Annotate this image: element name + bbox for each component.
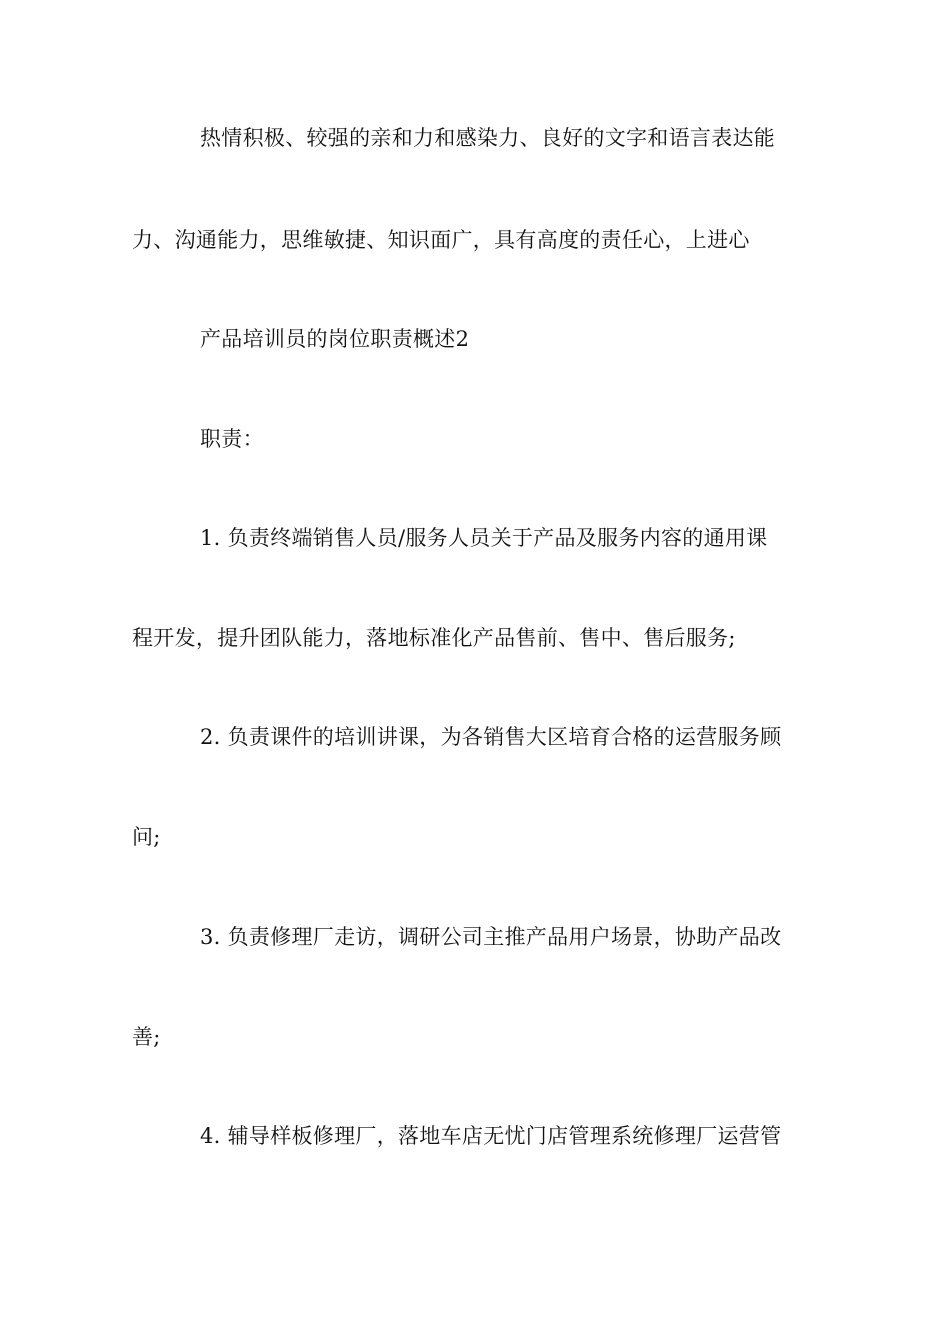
duty-item-3: 3. 负责修理厂走访，调研公司主推产品用户场景，协助产品改 — [200, 925, 782, 949]
duty-item-2: 2. 负责课件的培训讲课，为各销售大区培育合格的运营服务顾 — [200, 725, 782, 749]
duty-item-3-cont: 善; — [132, 1025, 161, 1049]
paragraph-line-1: 热情积极、较强的亲和力和感染力、良好的文字和语言表达能 — [200, 126, 776, 150]
duty-item-1-cont: 程开发，提升团队能力，落地标准化产品售前、售中、售后服务; — [132, 626, 736, 650]
section-heading: 产品培训员的岗位职责概述2 — [200, 327, 470, 351]
duty-item-2-cont: 问; — [132, 825, 161, 849]
duties-label: 职责： — [200, 427, 264, 451]
duty-item-4: 4. 辅导样板修理厂，落地车店无忧门店管理系统修理厂运营管 — [200, 1124, 782, 1148]
duty-item-1: 1. 负责终端销售人员/服务人员关于产品及服务内容的通用课 — [200, 526, 768, 550]
paragraph-line-2: 力、沟通能力，思维敏捷、知识面广，具有高度的责任心，上进心 — [132, 228, 750, 252]
